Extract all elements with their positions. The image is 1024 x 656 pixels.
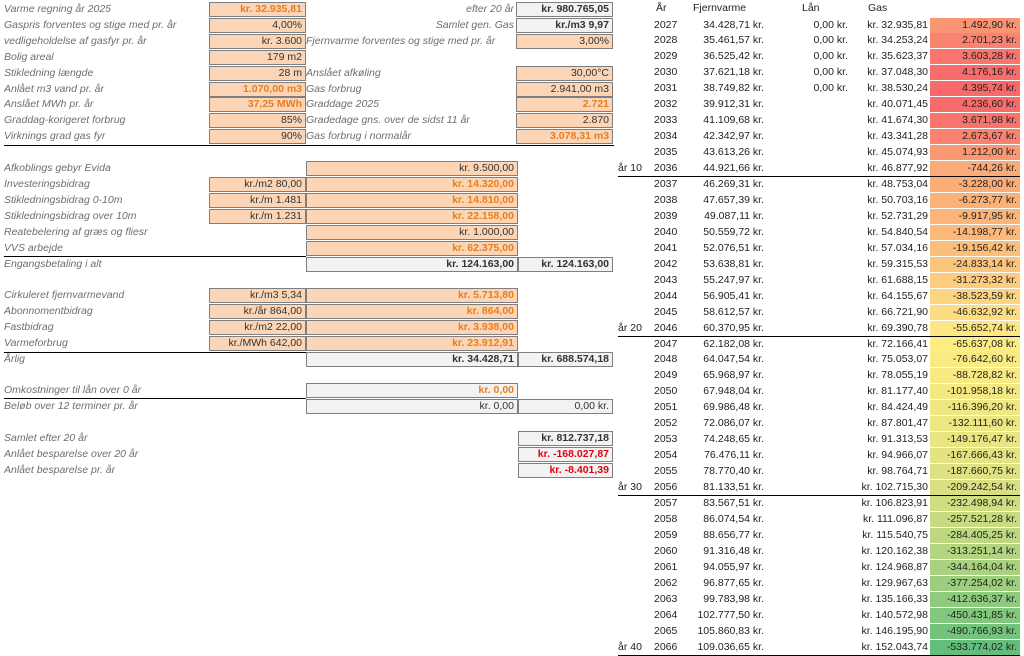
annual-label: Cirkuleret fjernvarmevand [4,289,125,301]
table-fjernvarme[interactable]: 41.109,68 kr. [703,114,764,127]
fee-value-cell[interactable]: kr. 9.500,00 [306,161,518,176]
param-value-cell[interactable]: 30,00°C [516,66,613,81]
table-fjernvarme[interactable]: 91.316,48 kr. [703,544,764,557]
table-gas[interactable]: kr. 66.721,90 [867,305,928,318]
table-gas[interactable]: kr. 43.341,28 [867,130,928,143]
table-difference[interactable]: -101.958,18 kr. [930,384,1020,399]
table-fjernvarme[interactable]: 94.055,97 kr. [703,560,764,573]
table-fjernvarme[interactable]: 78.770,40 kr. [703,465,764,478]
table-year: 2056 [654,481,678,494]
param-label: Bolig areal [4,50,54,63]
table-year: 2041 [654,241,678,254]
table-year: 2032 [654,98,678,111]
table-fjernvarme[interactable]: 38.749,82 kr. [703,82,764,95]
table-fjernvarme[interactable]: 46.269,31 kr. [703,178,764,190]
table-gas[interactable]: kr. 46.877,92 [867,162,928,175]
table-gas[interactable]: kr. 84.424,49 [867,401,928,414]
param-value-cell[interactable]: 85% [209,113,306,128]
table-fjernvarme[interactable]: 105.860,83 kr. [697,624,764,637]
table-laan[interactable]: 0,00 kr. [813,50,848,63]
summary-value-cell[interactable]: kr. -8.401,39 [518,463,613,478]
table-gas[interactable]: kr. 94.966,07 [867,449,928,462]
annual-label: Varmeforbrug [4,337,68,349]
table-gas[interactable]: kr. 124.968,87 [861,560,928,573]
table-difference[interactable]: -167.666,43 kr. [930,448,1020,463]
table-gas[interactable]: kr. 41.674,30 [867,114,928,127]
fee-label: Stikledningsbidrag over 10m [4,210,137,222]
table-fjernvarme[interactable]: 96.877,65 kr. [703,576,764,589]
param-label: Graddage 2025 [306,98,379,111]
fee-value-cell[interactable]: kr. 62.375,00 [306,241,518,256]
param-value-cell[interactable]: 28 m [209,66,306,81]
table-fjernvarme[interactable]: 99.783,98 kr. [703,592,764,605]
param-value-cell[interactable]: 3,00% [516,34,613,49]
table-difference[interactable]: -9.917,95 kr. [930,209,1020,224]
table-difference[interactable]: 1.492,90 kr. [930,18,1020,33]
row-divider [618,655,1020,656]
table-year: 2045 [654,305,678,318]
param-label: Gradedage gns. over de sidst 11 år [306,114,470,127]
table-gas[interactable]: kr. 54.840,54 [867,225,928,238]
table-gas[interactable]: kr. 52.731,29 [867,209,928,222]
table-fjernvarme[interactable]: 52.076,51 kr. [703,241,764,254]
param-label: Samlet gen. Gas [435,18,514,31]
table-gas[interactable]: kr. 59.315,53 [867,257,928,270]
param-value-cell[interactable]: kr./m3 9,97 [516,18,613,33]
table-fjernvarme[interactable]: 44.921,66 kr. [703,162,764,175]
table-difference[interactable]: -313.251,14 kr. [930,544,1020,559]
table-difference[interactable]: 3.671,98 kr. [930,113,1020,128]
annual-unit-cell[interactable]: kr./MWh 642,00 [209,336,306,351]
table-difference[interactable]: 3.603,28 kr. [930,49,1020,64]
param-value-cell[interactable]: kr. 980.765,05 [516,2,613,17]
param-value-cell[interactable]: 4,00% [209,18,306,33]
table-fjernvarme[interactable]: 86.074,54 kr. [703,512,764,525]
table-fjernvarme[interactable]: 42.342,97 kr. [703,130,764,143]
table-year: 2055 [654,465,678,478]
table-gas[interactable]: kr. 115.540,75 [862,528,928,541]
table-year: 2030 [654,66,678,79]
param-value-cell[interactable]: 3.078,31 m3 [516,129,613,144]
param-value-cell[interactable]: 2.721 [516,97,613,112]
param-label: Anlået m3 vand pr. år [4,82,104,95]
loan-value-cell[interactable]: kr. 0,00 [306,399,518,414]
table-gas[interactable]: kr. 32.935,81 [867,18,928,31]
table-gas[interactable]: kr. 81.177,40 [867,385,928,398]
table-gas[interactable]: kr. 87.801,47 [867,417,928,430]
table-year: 2036 [654,162,678,175]
table-difference[interactable]: -24.833,14 kr. [930,257,1020,272]
table-year: 2064 [654,608,678,621]
table-year: 2063 [654,592,678,605]
table-laan[interactable]: 0,00 kr. [813,82,848,95]
table-gas[interactable]: kr. 146.195,90 [861,624,928,637]
total-value-cell[interactable]: kr. 124.163,00 [306,257,518,272]
summary-label: Anlået besparelse over 20 år [4,448,139,460]
decade-tag: år 20 [618,321,642,334]
table-difference[interactable]: -490.766,93 kr. [930,624,1020,639]
table-gas[interactable]: kr. 34.253,24 [867,34,928,47]
table-difference[interactable]: -450.431,85 kr. [930,608,1020,623]
param-value-cell[interactable]: 179 m2 [209,50,306,65]
table-fjernvarme[interactable]: 36.525,42 kr. [703,50,764,63]
table-fjernvarme[interactable]: 69.986,48 kr. [703,401,764,414]
fee-value-cell[interactable]: kr. 14.320,00 [306,177,518,192]
table-fjernvarme[interactable]: 49.087,11 kr. [704,209,764,222]
table-fjernvarme[interactable]: 47.657,39 kr. [703,193,764,206]
table-fjernvarme[interactable]: 67.948,04 kr. [703,385,764,398]
table-year: 2034 [654,130,678,143]
table-fjernvarme[interactable]: 56.905,41 kr. [703,289,764,302]
annual-value-cell[interactable]: kr. 5.713,80 [306,288,518,303]
table-gas[interactable]: kr. 102.715,30 [861,481,928,494]
table-gas[interactable]: kr. 45.074,93 [867,146,928,159]
param-value-cell[interactable]: kr. 3.600 [209,34,306,49]
table-difference[interactable]: -412.636,37 kr. [930,592,1020,607]
table-year: 2049 [654,369,678,382]
total-label: Engangsbetaling i alt [4,258,102,270]
loan-label: Omkostninger til lån over 0 år [4,384,142,396]
table-year: 2050 [654,385,678,398]
param-value-cell[interactable]: 37,25 MWh [209,97,306,112]
table-year: 2054 [654,449,678,462]
loan-label: Beløb over 12 terminer pr. år [4,400,138,412]
table-difference[interactable]: -65.637,08 kr. [930,337,1020,352]
table-difference[interactable]: -344.164,04 kr. [930,560,1020,575]
col-header-gas: Gas [868,2,888,14]
table-year: 2043 [654,273,678,286]
table-fjernvarme[interactable]: 65.968,97 kr. [703,369,764,382]
table-difference[interactable]: -149.176,47 kr. [930,432,1020,447]
table-fjernvarme[interactable]: 35.461,57 kr. [703,34,764,47]
table-difference[interactable]: -76.642,60 kr. [930,352,1020,367]
fee-label: Reatebelering af græs og fliesr [4,226,148,238]
table-gas[interactable]: kr. 91.313,53 [867,433,928,446]
annual-value-cell[interactable]: kr. 864,00 [306,304,518,319]
table-fjernvarme[interactable]: 83.567,51 kr. [703,497,764,509]
table-difference[interactable]: 4.176,16 kr. [930,65,1020,80]
table-fjernvarme[interactable]: 53.638,81 kr. [703,257,764,270]
table-fjernvarme[interactable]: 72.086,07 kr. [703,417,764,430]
total-label: Årlig [4,353,26,365]
table-fjernvarme[interactable]: 109.036,65 kr. [697,640,764,653]
param-label: Anslået MWh pr. år [4,98,94,111]
col-header-fjernvarme: Fjernvarme [693,2,747,14]
table-year: 2042 [654,257,678,270]
table-gas[interactable]: kr. 129.967,63 [861,576,928,589]
table-year: 2038 [654,193,678,206]
table-fjernvarme[interactable]: 62.182,08 kr. [703,337,764,350]
table-year: 2040 [654,225,678,238]
annual-unit-cell[interactable]: kr./m3 5,34 [209,288,306,303]
table-fjernvarme[interactable]: 50.559,72 kr. [703,225,764,238]
fee-label: Investeringsbidrag [4,178,90,190]
param-value-cell[interactable]: 2.870 [516,113,613,128]
table-fjernvarme[interactable]: 55.247,97 kr. [703,273,764,286]
table-difference[interactable]: -6.273,77 kr. [930,193,1020,208]
table-difference[interactable]: -187.660,75 kr. [930,464,1020,479]
fee-label: VVS arbejde [4,242,63,254]
table-gas[interactable]: kr. 98.764,71 [867,465,928,478]
fee-value-cell[interactable]: kr. 14.810,00 [306,193,518,208]
param-label: Fjernvarme forventes og stige med pr. år [306,34,496,47]
table-difference[interactable]: 2.701,23 kr. [930,33,1020,48]
table-fjernvarme[interactable]: 102.777,50 kr. [697,608,764,621]
param-value-cell[interactable]: 90% [209,129,306,144]
table-fjernvarme[interactable]: 81.133,51 kr. [703,481,764,494]
fee-unit-cell[interactable]: kr./m 1.481 [209,193,306,208]
annual-unit-cell[interactable]: kr./m2 22,00 [209,320,306,335]
table-year: 2066 [654,640,678,653]
table-year: 2065 [654,624,678,637]
table-difference[interactable]: -46.632,92 kr. [930,305,1020,320]
table-gas[interactable]: kr. 69.390,78 [867,321,928,334]
param-label: vedligeholdelse af gasfyr pr. år [4,34,147,47]
table-gas[interactable]: kr. 111.096,87 [863,512,928,525]
table-gas[interactable]: kr. 64.155,67 [867,289,928,302]
table-gas[interactable]: kr. 152.043,74 [861,640,928,653]
param-value-cell[interactable]: 1.070,00 m3 [209,82,306,97]
table-year: 2035 [654,146,678,159]
param-label: Gas forbrug [306,82,362,95]
table-fjernvarme[interactable]: 43.613,26 kr. [703,146,764,159]
table-difference[interactable]: -31.273,32 kr. [930,273,1020,288]
total-value-cell[interactable]: kr. 34.428,71 [306,352,518,367]
col-header-year: År [656,2,667,14]
table-difference[interactable]: -3.228,00 kr. [930,177,1020,192]
table-gas[interactable]: kr. 40.071,45 [867,98,928,111]
table-difference[interactable]: 4.395,74 kr. [930,81,1020,96]
param-label: Graddag-korigeret forbrug [4,114,126,127]
table-year: 2052 [654,417,678,430]
table-fjernvarme[interactable]: 88.656,77 kr. [703,528,764,541]
annual-value-cell[interactable]: kr. 3.938,00 [306,320,518,335]
param-value-cell[interactable]: 2.941,00 m3 [516,82,613,97]
table-gas[interactable]: kr. 120.162,38 [861,544,928,557]
summary-value-cell[interactable]: kr. -168.027,87 [518,447,613,462]
table-year: 2059 [654,528,678,541]
decade-tag: år 40 [618,640,642,653]
table-difference[interactable]: -257.521,28 kr. [930,512,1020,527]
table-fjernvarme[interactable]: 76.476,11 kr. [704,449,764,462]
loan-value-cell[interactable]: kr. 0,00 [306,383,518,398]
table-difference[interactable]: -209.242,54 kr. [930,480,1020,495]
table-year: 2061 [654,560,678,573]
table-gas[interactable]: kr. 57.034,16 [867,241,928,254]
row-divider [4,145,614,146]
table-year: 2027 [654,18,678,31]
annual-value-cell[interactable]: kr. 23.912,91 [306,336,518,351]
param-value-cell[interactable]: kr. 32.935,81 [209,2,306,17]
table-laan[interactable]: 0,00 kr. [813,18,848,31]
table-laan[interactable]: 0,00 kr. [813,66,848,79]
table-difference[interactable]: -116.396,20 kr. [930,400,1020,415]
decade-tag: år 30 [618,481,642,494]
table-difference[interactable]: -232.498,94 kr. [930,496,1020,511]
fee-unit-cell[interactable]: kr./m2 80,00 [209,177,306,192]
table-difference[interactable]: -377.254,02 kr. [930,576,1020,591]
table-gas[interactable]: kr. 37.048,30 [867,66,928,79]
table-fjernvarme[interactable]: 74.248,65 kr. [703,433,764,446]
annual-label: Abonnomentbidrag [4,305,93,317]
table-year: 2028 [654,34,678,47]
table-year: 2051 [654,401,678,414]
table-gas[interactable]: kr. 35.623,37 [867,50,928,63]
table-difference[interactable]: -88.728,82 kr. [930,368,1020,383]
table-difference[interactable]: 1.212,00 kr. [930,145,1020,160]
table-gas[interactable]: kr. 48.753,04 [867,178,928,190]
param-label: Anslået afkøling [306,66,381,79]
table-fjernvarme[interactable]: 60.370,95 kr. [703,321,764,334]
table-gas[interactable]: kr. 140.572,98 [861,608,928,621]
table-year: 2033 [654,114,678,127]
fee-value-cell[interactable]: kr. 1.000,00 [306,225,518,240]
table-year: 2057 [654,497,678,509]
table-gas[interactable]: kr. 75.053,07 [867,353,928,366]
table-difference[interactable]: -55.652,74 kr. [930,321,1020,336]
fee-value-cell[interactable]: kr. 22.158,00 [306,209,518,224]
table-gas[interactable]: kr. 135.166,33 [861,592,928,605]
fee-label: Afkoblings gebyr Evida [4,162,111,174]
table-year: 2047 [654,337,678,350]
param-label: Varme regning år 2025 [4,3,112,15]
table-difference[interactable]: -533.774,02 kr. [930,640,1020,655]
col-header-laan: Lån [802,2,820,14]
table-year: 2037 [654,178,678,190]
table-year: 2060 [654,544,678,557]
param-label: Gaspris forventes og stige med pr. år [4,18,177,31]
table-difference[interactable]: -38.523,59 kr. [930,289,1020,304]
fee-unit-cell[interactable]: kr./m 1.231 [209,209,306,224]
summary-label: Anlået besparelse pr. år [4,464,116,476]
table-gas[interactable]: kr. 61.688,15 [867,273,928,286]
table-year: 2058 [654,512,678,525]
table-difference[interactable]: -19.156,42 kr. [930,241,1020,256]
table-fjernvarme[interactable]: 37.621,18 kr. [703,66,764,79]
param-label: efter 20 år [466,3,514,15]
table-difference[interactable]: -744,26 kr. [930,161,1020,176]
table-fjernvarme[interactable]: 39.912,31 kr. [703,98,764,111]
summary-label: Samlet efter 20 år [4,432,88,444]
table-gas[interactable]: kr. 50.703,16 [867,193,928,206]
annual-label: Fastbidrag [4,321,54,333]
param-label: Gas forbrug i normalår [306,130,412,143]
table-gas[interactable]: kr. 38.530,24 [867,82,928,95]
fee-label: Stikledningsbidrag 0-10m [4,194,123,206]
table-gas[interactable]: kr. 106.823,91 [861,497,928,509]
table-laan[interactable]: 0,00 kr. [813,34,848,47]
table-difference[interactable]: -284.405,25 kr. [930,528,1020,543]
table-fjernvarme[interactable]: 58.612,57 kr. [703,305,764,318]
table-difference[interactable]: 2.673,67 kr. [930,129,1020,144]
table-year: 2031 [654,82,678,95]
table-year: 2053 [654,433,678,446]
summary-value-cell[interactable]: kr. 812.737,18 [518,431,613,446]
table-year: 2039 [654,209,678,222]
table-year: 2029 [654,50,678,63]
table-difference[interactable]: -132.111,60 kr. [930,416,1020,431]
table-year: 2062 [654,576,678,589]
param-label: Stikledning længde [4,66,94,79]
total-value-cell[interactable]: kr. 688.574,18 [518,352,613,367]
table-fjernvarme[interactable]: 34.428,71 kr. [703,18,764,31]
table-year: 2044 [654,289,678,302]
table-difference[interactable]: 4.236,60 kr. [930,97,1020,112]
param-label: Virknings grad gas fyr [4,130,106,143]
table-fjernvarme[interactable]: 64.047,54 kr. [703,353,764,366]
table-gas[interactable]: kr. 78.055,19 [867,369,928,382]
table-difference[interactable]: -14.198,77 kr. [930,225,1020,240]
annual-unit-cell[interactable]: kr./år 864,00 [209,304,306,319]
decade-tag: år 10 [618,162,642,175]
loan-value-cell[interactable]: 0,00 kr. [518,399,613,414]
table-year: 2048 [654,353,678,366]
table-gas[interactable]: kr. 72.166,41 [867,337,928,350]
table-year: 2046 [654,321,678,334]
total-value-cell[interactable]: kr. 124.163,00 [518,257,613,272]
